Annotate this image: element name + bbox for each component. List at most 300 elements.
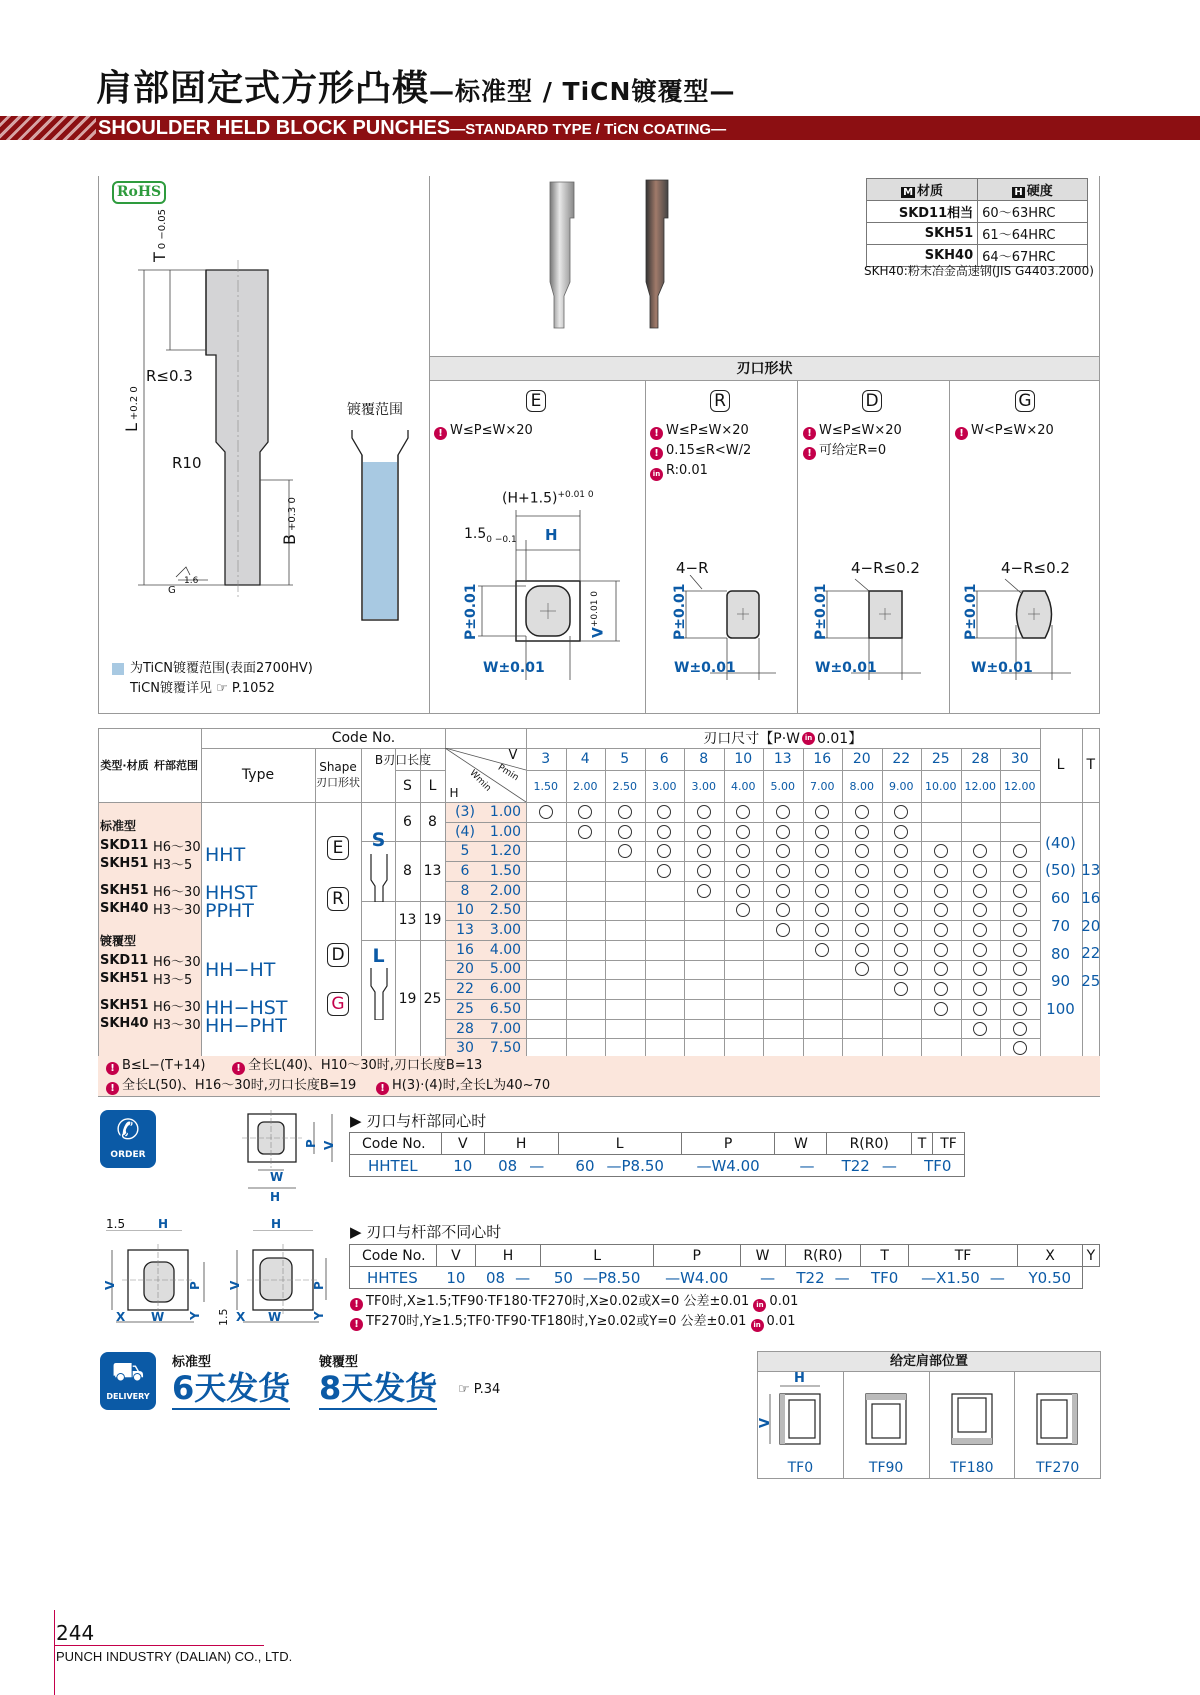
code-segment: — bbox=[760, 1268, 776, 1287]
eccentric-header-cell: P bbox=[653, 1245, 740, 1267]
shoulder-diagram bbox=[758, 1376, 843, 1456]
shape-r-note bbox=[650, 421, 749, 441]
pmin-value: 3.00 bbox=[652, 779, 677, 793]
h-shank: 杆部范围 bbox=[154, 759, 198, 772]
available-circle-icon bbox=[855, 844, 869, 858]
availability-mark bbox=[684, 822, 724, 842]
shape-r-note-text: W≤P≤W×20 bbox=[666, 423, 749, 438]
delivery-label: DELIVERY bbox=[106, 1392, 150, 1401]
availability-mark bbox=[684, 802, 724, 822]
available-circle-icon bbox=[1013, 982, 1027, 996]
availability-mark bbox=[961, 940, 1001, 960]
dim-b bbox=[280, 497, 299, 545]
eccentric-value-cell bbox=[1018, 1267, 1083, 1289]
title-en bbox=[98, 116, 726, 142]
code-segment: HHTEL bbox=[368, 1156, 418, 1175]
T-value: 16 bbox=[1081, 888, 1101, 907]
available-circle-icon bbox=[934, 1002, 948, 1016]
available-circle-icon bbox=[776, 864, 790, 878]
dim-t-label: T bbox=[150, 252, 169, 262]
availability-mark bbox=[803, 881, 843, 901]
delivery-standard-label: 标准型 bbox=[172, 1355, 212, 1370]
ecc-x-label: X bbox=[116, 1310, 126, 1324]
available-circle-icon bbox=[894, 805, 908, 819]
code-segment: — bbox=[834, 1268, 850, 1287]
divider-v bbox=[429, 176, 430, 714]
grid-line bbox=[361, 748, 362, 1058]
b-s: 6 bbox=[403, 813, 412, 830]
footnote-border bbox=[98, 1096, 1100, 1097]
material-label: SKD11 bbox=[100, 952, 149, 968]
shoulder-label: TF90 bbox=[868, 1460, 904, 1476]
h-wmin: Wmin bbox=[467, 768, 493, 794]
wmin-value: 6.00 bbox=[489, 981, 522, 998]
footnote-text: 全长L(50)、H16～30时,刃口长度B=19 bbox=[122, 1078, 357, 1093]
info-dot-icon: ! bbox=[232, 1062, 245, 1075]
shoulder-diagram bbox=[1015, 1376, 1100, 1456]
order-label: ORDER bbox=[110, 1150, 146, 1160]
material-header-label: 材质 bbox=[917, 184, 944, 199]
dim-b-label: B bbox=[280, 534, 299, 545]
available-circle-icon bbox=[657, 864, 671, 878]
available-circle-icon bbox=[697, 864, 711, 878]
concentric-header-cell: Code No. bbox=[350, 1133, 442, 1155]
dim-l-label: L bbox=[122, 423, 141, 432]
dim-h-e: H bbox=[545, 526, 558, 544]
page-title bbox=[96, 60, 735, 111]
main-grid bbox=[98, 728, 1100, 1058]
code-segment: — bbox=[515, 1268, 531, 1287]
wmin-value: 5.00 bbox=[489, 961, 522, 978]
available-circle-icon bbox=[934, 923, 948, 937]
dim-b-tol: +0.3 0 bbox=[287, 497, 298, 532]
available-circle-icon bbox=[934, 884, 948, 898]
delivery-coating-days: 8天发货 bbox=[319, 1368, 437, 1410]
eccentric-value-cell bbox=[437, 1267, 475, 1289]
eccentric-header-cell: R(R0) bbox=[785, 1245, 861, 1267]
v-value: 13 bbox=[773, 751, 792, 767]
info-dot-icon: ! bbox=[350, 1298, 363, 1311]
company-name: PUNCH INDUSTRY (DALIAN) CO., LTD. bbox=[56, 1649, 293, 1664]
wmin-value: 4.00 bbox=[489, 941, 522, 958]
code-segment: —P8.50 bbox=[606, 1156, 664, 1175]
v-value: 28 bbox=[971, 751, 990, 767]
availability-mark bbox=[961, 999, 1001, 1019]
available-circle-icon bbox=[815, 923, 829, 937]
shoulder-v-label: V bbox=[758, 1417, 773, 1428]
type-code: HH−HST bbox=[205, 997, 288, 1019]
availability-mark bbox=[605, 822, 645, 842]
shank-range: H3～5 bbox=[153, 972, 193, 988]
available-circle-icon bbox=[934, 962, 948, 976]
eccentric-title: ▶ 刃口与杆部不同心时 bbox=[350, 1223, 502, 1241]
availability-mark bbox=[605, 802, 645, 822]
availability-mark bbox=[842, 901, 882, 921]
materials-table bbox=[866, 178, 1088, 267]
available-circle-icon bbox=[736, 805, 750, 819]
shape-e-note-text: W≤P≤W×20 bbox=[450, 423, 533, 438]
available-circle-icon bbox=[815, 825, 829, 839]
dim-15-label: 1.5 bbox=[464, 526, 487, 542]
shape-d-note-text: 可给定R=0 bbox=[819, 443, 887, 458]
hardness-cell: 64～67HRC bbox=[978, 245, 1088, 267]
info-dot-icon: ! bbox=[650, 427, 663, 440]
order-diagram-1 bbox=[242, 1110, 352, 1210]
availability-mark bbox=[921, 861, 961, 881]
shoulder-inner bbox=[1041, 1400, 1067, 1438]
info-dot-icon: ! bbox=[350, 1318, 363, 1331]
b-l: 25 bbox=[423, 990, 442, 1007]
dim-l-tol: +0.2 0 bbox=[129, 386, 140, 421]
dim-p-d: P±0.01 bbox=[813, 583, 829, 640]
eccentric-value-cell bbox=[740, 1267, 785, 1289]
availability-mark bbox=[921, 841, 961, 861]
dim-p-r: P±0.01 bbox=[672, 583, 688, 640]
shape-letter-d: D bbox=[327, 943, 349, 967]
eccentric-value-cell bbox=[785, 1267, 861, 1289]
available-circle-icon bbox=[697, 825, 711, 839]
availability-mark bbox=[763, 901, 803, 921]
eccentric-header-cell: V bbox=[437, 1245, 475, 1267]
available-circle-icon bbox=[934, 943, 948, 957]
shoulder-item-tf270 bbox=[1014, 1372, 1100, 1478]
type-code: HH−PHT bbox=[205, 1015, 287, 1037]
availability-mark bbox=[921, 881, 961, 901]
r-label-d: 4−R≤0.2 bbox=[851, 559, 920, 577]
code-segment: T22 bbox=[841, 1156, 870, 1175]
shoulder-band bbox=[780, 1394, 785, 1444]
available-circle-icon bbox=[973, 982, 987, 996]
shape-e-note bbox=[434, 421, 533, 441]
availability-mark bbox=[921, 920, 961, 940]
eccentric-value-cell bbox=[653, 1267, 740, 1289]
diag1-w: W bbox=[270, 1170, 284, 1184]
wmin-value: 7.50 bbox=[489, 1040, 522, 1057]
wmin-value: 1.00 bbox=[489, 803, 522, 820]
material-label: SKH40 bbox=[100, 1015, 149, 1031]
eccentric-value-cell bbox=[908, 1267, 1017, 1289]
material-label: SKH51 bbox=[100, 997, 149, 1013]
availability-mark bbox=[882, 940, 922, 960]
available-circle-icon bbox=[855, 943, 869, 957]
available-circle-icon bbox=[973, 844, 987, 858]
availability-mark bbox=[605, 841, 645, 861]
dim-h15-label: (H+1.5) bbox=[502, 490, 558, 507]
shape-d-note bbox=[803, 441, 886, 461]
v-value: 30 bbox=[1010, 751, 1029, 767]
availability-mark bbox=[724, 802, 764, 822]
available-circle-icon bbox=[855, 962, 869, 976]
wmin-value: 3.00 bbox=[489, 922, 522, 939]
r03-label: R≤0.3 bbox=[146, 367, 193, 385]
availability-mark bbox=[882, 881, 922, 901]
shape-letter-g: G bbox=[327, 992, 349, 1016]
concentric-value-cell bbox=[827, 1155, 912, 1177]
dim-t bbox=[150, 209, 169, 262]
available-circle-icon bbox=[894, 864, 908, 878]
availability-mark bbox=[961, 881, 1001, 901]
available-circle-icon bbox=[776, 923, 790, 937]
h-dims-label: 刃口尺寸【P·W bbox=[703, 731, 801, 747]
available-circle-icon bbox=[855, 884, 869, 898]
available-circle-icon bbox=[1013, 864, 1027, 878]
delivery-page-ref[interactable]: P.34 bbox=[473, 1382, 501, 1397]
hardness-h-icon: H bbox=[1014, 187, 1023, 198]
available-circle-icon bbox=[736, 884, 750, 898]
L-value: 80 bbox=[1050, 944, 1071, 963]
available-circle-icon bbox=[618, 844, 632, 858]
punch-profile-icon bbox=[369, 968, 389, 1020]
in-dot-icon: in bbox=[753, 1299, 766, 1312]
available-circle-icon bbox=[776, 844, 790, 858]
punch-profile-path bbox=[371, 968, 387, 1020]
availability-mark bbox=[724, 822, 764, 842]
L-value: 60 bbox=[1050, 889, 1071, 908]
diag1-h: H bbox=[270, 1190, 281, 1204]
dim-v-label: V bbox=[590, 627, 607, 638]
availability-mark bbox=[763, 802, 803, 822]
material-label: SKH51 bbox=[100, 855, 149, 871]
eccentric-header-cell: H bbox=[475, 1245, 541, 1267]
available-circle-icon bbox=[1013, 943, 1027, 957]
shoulder-item-tf90 bbox=[843, 1372, 929, 1478]
shape-letter-e: E bbox=[327, 836, 349, 860]
shape-section-title: 刃口形状 bbox=[430, 357, 1099, 381]
dim-w-e: W±0.01 bbox=[483, 660, 545, 676]
concentric-value-cell bbox=[912, 1155, 965, 1177]
pmin-value: 12.00 bbox=[964, 779, 996, 793]
hardness-header bbox=[978, 179, 1088, 201]
pmin-value: 3.00 bbox=[691, 779, 716, 793]
coating-drawing bbox=[350, 430, 410, 630]
page-number: 244 bbox=[56, 1621, 95, 1645]
ecc-y-label: Y bbox=[188, 1311, 202, 1320]
title-cn-suffix: —标准型 / TiCN镀覆型— bbox=[429, 77, 736, 106]
legend-swatch bbox=[112, 663, 124, 675]
ecc-d15-label-2: 1.5 bbox=[217, 1308, 230, 1326]
h-L: L bbox=[1056, 757, 1065, 773]
grid-line bbox=[445, 1019, 1040, 1020]
shoulder-title: 给定肩部位置 bbox=[758, 1352, 1100, 1372]
b-l: 19 bbox=[423, 912, 442, 929]
h-code: Code No. bbox=[331, 730, 396, 746]
availability-mark bbox=[842, 841, 882, 861]
availability-mark bbox=[961, 960, 1001, 980]
material-cell: SKD11相当 bbox=[867, 201, 978, 223]
shoulder-inner bbox=[958, 1398, 986, 1432]
available-circle-icon bbox=[973, 923, 987, 937]
ecc-x2-label: X bbox=[236, 1310, 246, 1324]
eccentric-table bbox=[349, 1244, 1100, 1289]
availability-mark bbox=[526, 802, 566, 822]
ecc-h-label: H bbox=[158, 1217, 169, 1231]
type-code: HH−HT bbox=[205, 959, 276, 981]
shank-range: H6～30 bbox=[153, 999, 201, 1015]
type-code: PPHT bbox=[205, 900, 254, 922]
in-dot-icon: in bbox=[802, 732, 815, 745]
concentric-header-cell: TF bbox=[933, 1133, 965, 1155]
ecc-w-label: W bbox=[151, 1310, 165, 1324]
h-value: 20 bbox=[456, 961, 474, 978]
code-segment: 50 bbox=[553, 1268, 573, 1287]
info-dot-icon: ! bbox=[650, 447, 663, 460]
availability-mark bbox=[961, 841, 1001, 861]
r10-label: R10 bbox=[172, 454, 202, 472]
availability-mark bbox=[1000, 999, 1040, 1019]
shank-range: H3～5 bbox=[153, 857, 193, 873]
punch-profile-path bbox=[371, 854, 387, 902]
footnote bbox=[106, 1076, 356, 1096]
shoulder-inner bbox=[789, 1400, 815, 1438]
code-segment: 10 bbox=[446, 1268, 466, 1287]
available-circle-icon bbox=[776, 903, 790, 917]
material-label: SKH51 bbox=[100, 970, 149, 986]
availability-mark bbox=[921, 999, 961, 1019]
availability-mark bbox=[803, 920, 843, 940]
legend-text2: TiCN镀覆详见 bbox=[130, 681, 212, 696]
available-circle-icon bbox=[815, 844, 829, 858]
availability-mark bbox=[566, 802, 606, 822]
available-circle-icon bbox=[815, 884, 829, 898]
shoulder-items bbox=[758, 1372, 1100, 1478]
available-circle-icon bbox=[1013, 884, 1027, 898]
h-value: 6 bbox=[460, 862, 470, 879]
availability-mark bbox=[1000, 1019, 1040, 1039]
available-circle-icon bbox=[618, 805, 632, 819]
pmin-value: 10.00 bbox=[925, 779, 957, 793]
legend-page-ref[interactable]: P.1052 bbox=[231, 681, 275, 696]
h-b: B刃口长度 bbox=[374, 752, 432, 767]
coating-label: 镀覆型 bbox=[100, 933, 137, 948]
h-type-material: 类型·材质 bbox=[100, 759, 149, 772]
delivery-standard-days: 6天发货 bbox=[172, 1368, 290, 1410]
code-segment: 08 bbox=[485, 1268, 506, 1287]
ecc-p2-label: P bbox=[312, 1281, 326, 1290]
h-value: 25 bbox=[456, 1000, 474, 1017]
available-circle-icon bbox=[855, 825, 869, 839]
availability-mark bbox=[882, 960, 922, 980]
shape-g-note-text: W<P≤W×20 bbox=[971, 423, 1054, 438]
eccentric-header-cell: TF bbox=[908, 1245, 1017, 1267]
h-shape-en: Shape bbox=[319, 760, 357, 774]
shoulder-band bbox=[866, 1394, 906, 1400]
info-dot-icon: ! bbox=[803, 447, 816, 460]
availability-mark bbox=[842, 960, 882, 980]
available-circle-icon bbox=[1013, 1022, 1027, 1036]
wmin-value: 6.50 bbox=[489, 1000, 522, 1017]
availability-mark bbox=[724, 881, 764, 901]
concentric-value-cell bbox=[681, 1155, 775, 1177]
available-circle-icon bbox=[973, 903, 987, 917]
footnote-text: B≤L−(T+14) bbox=[122, 1058, 206, 1073]
ecc-note bbox=[350, 1312, 795, 1332]
dim-v bbox=[590, 591, 607, 638]
concentric-title: ▶ 刃口与杆部同心时 bbox=[350, 1112, 487, 1130]
info-dot-icon: ! bbox=[955, 427, 968, 440]
shoulder-inner bbox=[872, 1404, 900, 1438]
footer-line-v bbox=[54, 1610, 55, 1695]
available-circle-icon bbox=[934, 903, 948, 917]
shape-r-note-text: R:0.01 bbox=[666, 463, 708, 478]
availability-mark bbox=[763, 861, 803, 881]
concentric-value-cell bbox=[350, 1155, 442, 1177]
b-s: 8 bbox=[403, 862, 412, 879]
availability-mark bbox=[763, 881, 803, 901]
available-circle-icon bbox=[894, 962, 908, 976]
ecc-note-tol: 0.01 bbox=[769, 1294, 799, 1309]
shoulder-diagram bbox=[930, 1376, 1015, 1456]
available-circle-icon bbox=[815, 943, 829, 957]
h-shape-cn: 刃口形状 bbox=[316, 776, 360, 789]
shape-l-label: L bbox=[372, 945, 385, 967]
availability-mark bbox=[882, 901, 922, 921]
code-segment: Y0.50 bbox=[1028, 1268, 1072, 1287]
available-circle-icon bbox=[1013, 923, 1027, 937]
available-circle-icon bbox=[894, 844, 908, 858]
delivery-ref bbox=[458, 1382, 500, 1397]
v-value: 20 bbox=[852, 751, 871, 767]
footnote bbox=[376, 1076, 550, 1096]
shape-s-label: S bbox=[371, 829, 386, 851]
ecc-y2-label: Y bbox=[312, 1311, 326, 1320]
dim-w-d: W±0.01 bbox=[815, 660, 877, 676]
h-value: 28 bbox=[456, 1020, 474, 1037]
v-value: 22 bbox=[892, 751, 911, 767]
available-circle-icon bbox=[657, 805, 671, 819]
shape-r-note-text: 0.15≤R<W/2 bbox=[666, 443, 752, 458]
ecc-p-label: P bbox=[188, 1281, 202, 1290]
pointing-hand-icon: ☞ bbox=[458, 1382, 470, 1397]
available-circle-icon bbox=[1013, 962, 1027, 976]
dim-p-g: P±0.01 bbox=[963, 583, 979, 640]
code-segment: HHTES bbox=[367, 1268, 418, 1287]
concentric-header-cell: R(R0) bbox=[827, 1133, 912, 1155]
rohs-badge: RoHS bbox=[112, 181, 166, 204]
availability-mark bbox=[803, 822, 843, 842]
pmin-value: 9.00 bbox=[889, 779, 914, 793]
shape-divider bbox=[949, 381, 950, 714]
eccentric-value-cell bbox=[541, 1267, 653, 1289]
available-circle-icon bbox=[973, 943, 987, 957]
eccentric-header-cell: W bbox=[740, 1245, 785, 1267]
v-value: 3 bbox=[541, 751, 551, 767]
available-circle-icon bbox=[973, 962, 987, 976]
material-header bbox=[867, 179, 978, 201]
eccentric-value-cell bbox=[475, 1267, 541, 1289]
delivery-icon bbox=[100, 1352, 156, 1410]
shoulder-label: TF0 bbox=[787, 1460, 814, 1476]
h-l: L bbox=[428, 778, 437, 794]
available-circle-icon bbox=[776, 825, 790, 839]
available-circle-icon bbox=[855, 923, 869, 937]
availability-mark bbox=[842, 822, 882, 842]
availability-mark bbox=[645, 861, 685, 881]
available-circle-icon bbox=[736, 825, 750, 839]
dim-15-tol: 0 −0.1 bbox=[486, 534, 517, 545]
available-circle-icon bbox=[578, 825, 592, 839]
availability-mark bbox=[882, 861, 922, 881]
availability-mark bbox=[684, 841, 724, 861]
h-v: V bbox=[508, 747, 518, 763]
shape-r-letter: R bbox=[710, 390, 730, 412]
available-circle-icon bbox=[894, 982, 908, 996]
eccentric-header-cell: Code No. bbox=[350, 1245, 437, 1267]
availability-mark bbox=[763, 920, 803, 940]
grid-line bbox=[445, 1038, 1040, 1039]
ecc-v-label: V bbox=[103, 1280, 117, 1290]
material-label: SKD11 bbox=[100, 837, 149, 853]
footnote bbox=[106, 1056, 205, 1076]
